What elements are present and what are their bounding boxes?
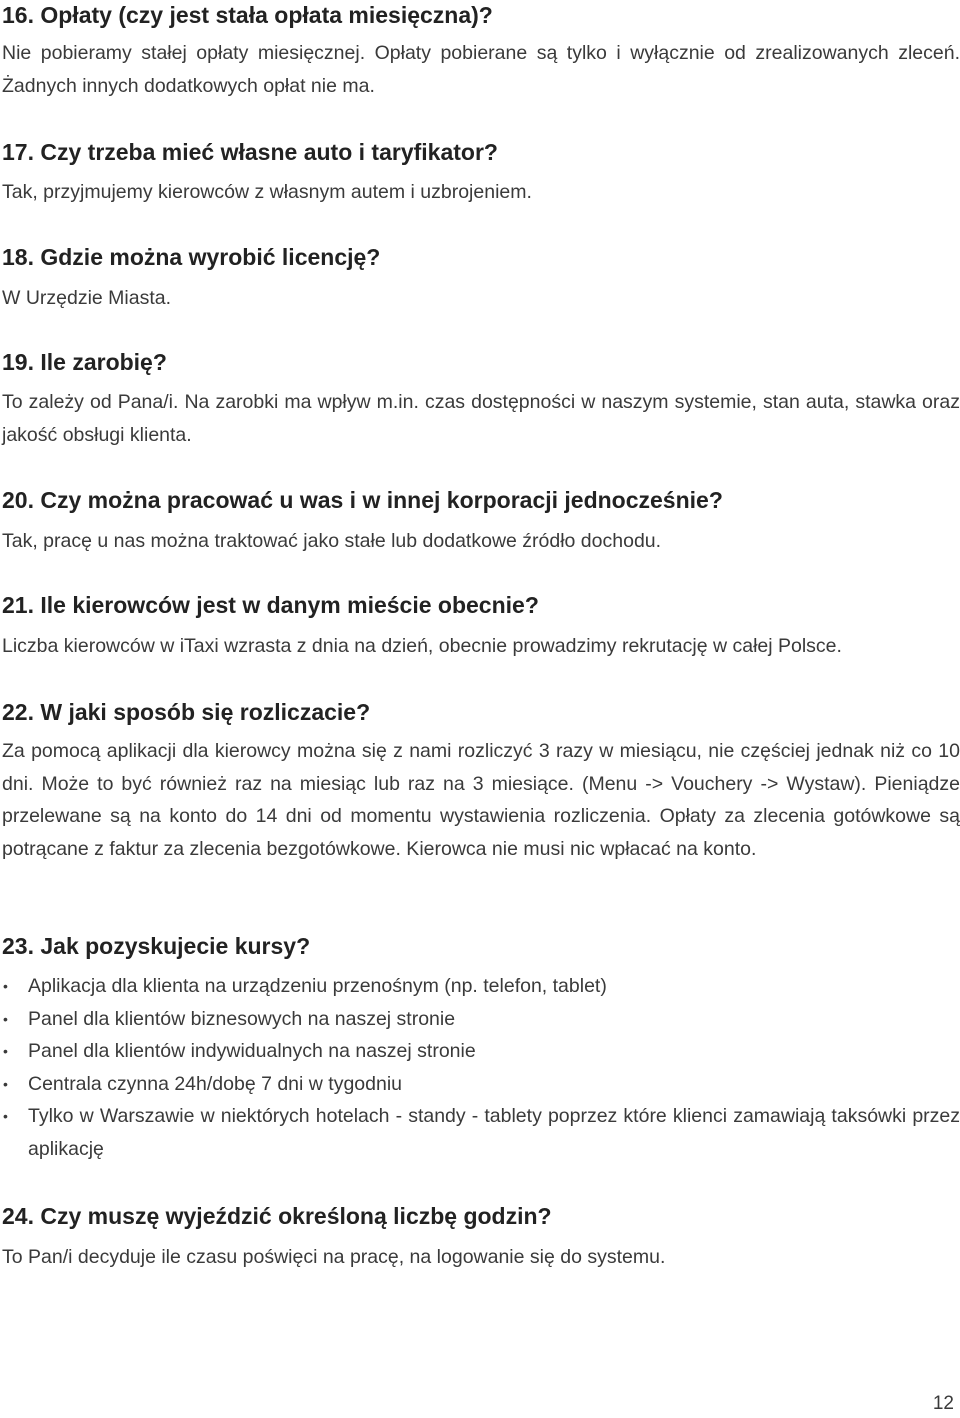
question-21: 21. Ile kierowców jest w danym mieście obecnie? [2,592,539,618]
list-item: • Panel dla klientów biznesowych na naszej stronie [0,1003,960,1036]
bullet-icon: • [3,1108,8,1124]
answer-20: Tak, pracę u nas można traktować jako stałe lub dodatkowe źródło dochodu. [2,530,662,552]
page-number: 12 [932,1393,954,1414]
answer-21: Liczba kierowców w iTaxi wzrasta z dnia na dzień, obecnie prowadzimy rekrutację w całej Polsce. [2,635,842,657]
bullet-icon: • [3,1075,8,1092]
bullet-icon: • [3,978,8,994]
answer-18: W Urzędzie Miasta. [2,287,172,309]
question-19: 19. Ile zarobię? [2,349,167,375]
question-22: 22. W jaki sposób się rozliczacie? [2,699,371,725]
list-item: • Tylko w Warszawie w niektórych hotelach - standy - tablety poprzez które klienci zamawiają taksówki przez aplikację [0,1100,960,1165]
answer-19: To zależy od Pana/i. Na zarobki ma wpływ m.in. czas dostępności w naszym systemie, stan auta, stawka oraz jakość obsługi klienta. [2,391,960,446]
answer-17: Tak, przyjmujemy kierowców z własnym autem i uzbrojeniem. [2,181,532,203]
question-24: 24. Czy muszę wyjeździć określoną liczbę godzin? [2,1203,552,1229]
question-18: 18. Gdzie można wyrobić licencję? [2,244,381,270]
question-23: 23. Jak pozyskujecie kursy? [2,933,311,959]
answer-16: Nie pobieramy stałej opłaty miesięcznej. Opłaty pobierane są tylko i wyłącznie od zrealizowanych zleceń. Żadnych innych dodatkowych opłat nie ma. [2,42,960,97]
bullet-icon: • [3,1010,8,1027]
bullet-icon: • [3,1043,8,1059]
list-item: • Aplikacja dla klienta na urządzeniu przenośnym (np. telefon, tablet) [0,970,960,1003]
question-17: 17. Czy trzeba mieć własne auto i taryfikator? [2,139,498,165]
list-item: • Centrala czynna 24h/dobę 7 dni w tygodniu [0,1068,960,1101]
question-20: 20. Czy można pracować u was i w innej korporacji jednocześnie? [2,487,723,513]
source-list [0,970,960,1165]
answer-22: Za pomocą aplikacji dla kierowcy można się z nami rozliczyć 3 razy w miesiącu, nie częściej jednak niż co 10 dni. Może to być również raz na miesiąc lub raz na 3 miesiące. (Menu -> Vouchery -> Wystaw). Pieniądze przelewane są na konto do 14 dni od momentu wystawienia rozliczenia. Opłaty za zlecenia gotówkowe są potrącane z faktur za zlecenia bezgotówkowe. Kierowca nie musi nic wpłacać na konto. [2,740,960,860]
answer-24: To Pan/i decyduje ile czasu poświęci na pracę, na logowanie się do systemu. [2,1246,666,1268]
list-item: • Panel dla klientów indywidualnych na naszej stronie [0,1035,960,1068]
question-16: 16. Opłaty (czy jest stała opłata miesięczna)? [2,2,493,28]
